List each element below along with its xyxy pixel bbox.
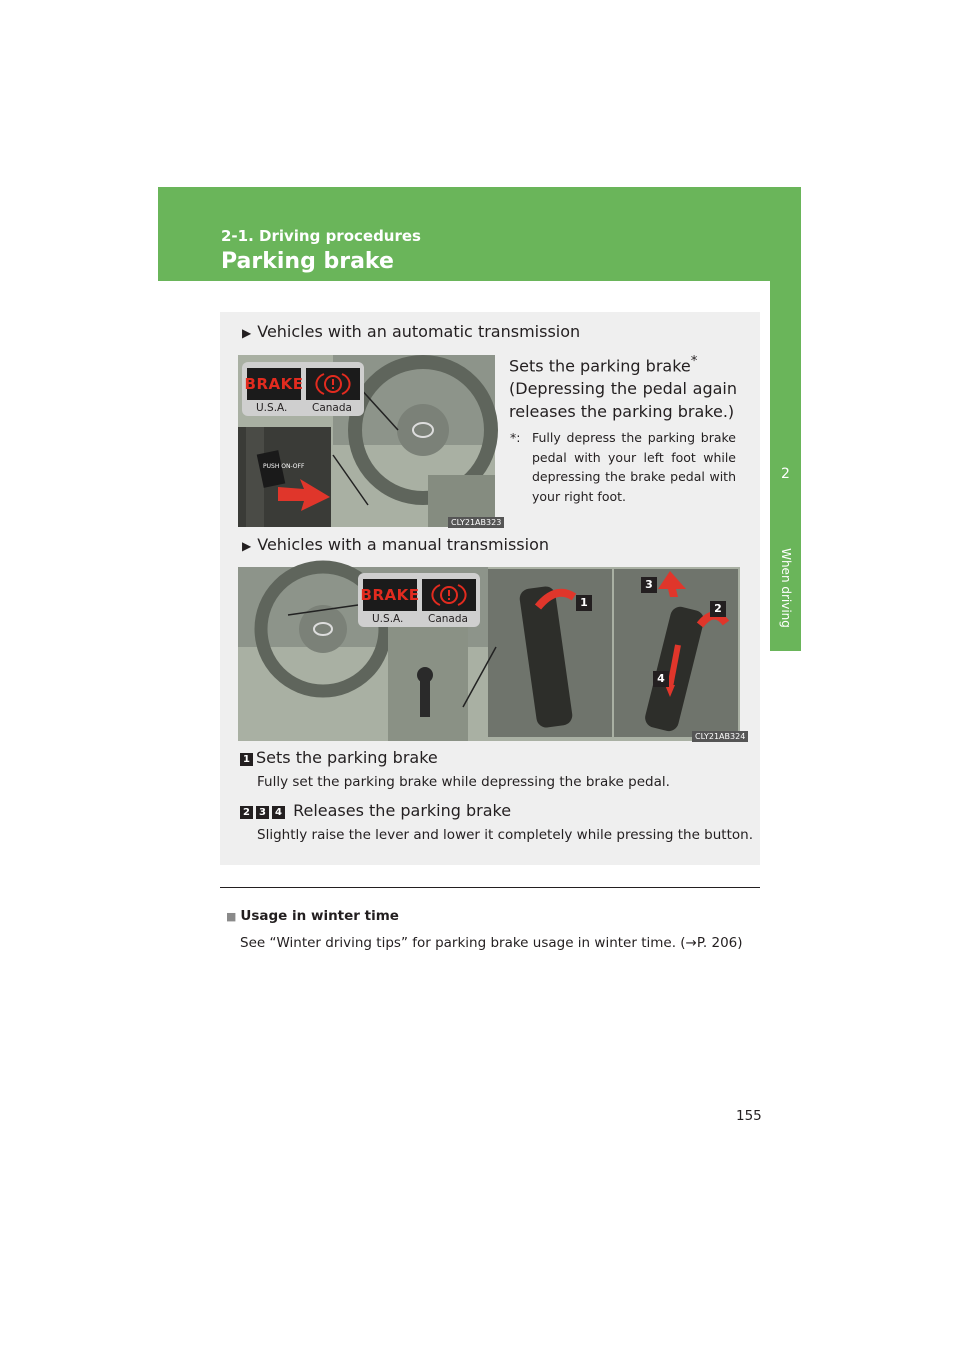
- page-number: 155: [736, 1108, 762, 1124]
- automatic-description: [509, 350, 737, 423]
- bullet-triangle-icon: ▶: [242, 326, 252, 340]
- pedal-inset: [238, 427, 331, 527]
- step-badge-1: 1: [240, 753, 253, 766]
- callout-2: 2: [710, 601, 726, 617]
- automatic-indicator-box: [242, 362, 364, 416]
- footnote-marker: *:: [510, 430, 521, 445]
- bullet-triangle-icon: ▶: [242, 539, 252, 553]
- brake-indicator-text: BRAKE: [244, 375, 304, 393]
- side-tab-number: 2: [781, 466, 790, 482]
- section-title: 2-1. Driving procedures: [221, 227, 421, 245]
- indicator-canada-label: Canada: [428, 613, 468, 625]
- step-badge-4: 4: [272, 806, 285, 819]
- pedal-inset-illustration: [238, 427, 331, 527]
- automatic-footnote: [510, 428, 738, 506]
- brake-indicator-text: BRAKE: [360, 586, 420, 604]
- brake-warning-canada-icon: [422, 579, 476, 611]
- depress-again-text: (Depressing the pedal again releases the parking brake.): [509, 379, 737, 422]
- pedal-label: PUSH ON-OFF: [263, 463, 305, 470]
- callout-1: 1: [576, 595, 592, 611]
- usage-text: See “Winter driving tips” for parking brake usage in winter time. (→P. 206): [240, 935, 743, 951]
- indicator-usa-label: U.S.A.: [372, 613, 404, 625]
- usage-title-text: Usage in winter time: [240, 908, 399, 924]
- step-1-title: [240, 748, 438, 767]
- page-title: Parking brake: [221, 249, 394, 274]
- manual-indicator-box: [358, 573, 480, 627]
- sets-parking-brake-text: Sets the parking brake: [509, 356, 691, 376]
- automatic-figure: [238, 355, 502, 527]
- brake-warning-icon: [318, 371, 348, 397]
- square-bullet-icon: ■: [226, 910, 237, 923]
- step-badge-3: 3: [256, 806, 269, 819]
- step-2-title-text: Releases the parking brake: [293, 801, 512, 820]
- callout-4: 4: [653, 671, 669, 687]
- step-1-title-text: Sets the parking brake: [256, 748, 438, 767]
- brake-warning-icon: [434, 582, 464, 608]
- indicator-usa-label: U.S.A.: [256, 402, 288, 414]
- step-2-title: [240, 801, 511, 820]
- step-1-detail: Fully set the parking brake while depressing the brake pedal.: [257, 774, 670, 790]
- manual-heading: [242, 535, 549, 554]
- manual-figure: [238, 567, 746, 741]
- callout-3: 3: [641, 577, 657, 593]
- automatic-heading-text: Vehicles with an automatic transmission: [257, 322, 581, 341]
- figure-code: CLY21AB324: [692, 731, 748, 742]
- manual-cockpit-illustration: [238, 567, 740, 741]
- manual-heading-text: Vehicles with a manual transmission: [257, 535, 550, 554]
- footnote-text: Fully depress the parking brake pedal with your left foot while depressing the brake pedal with your right foot.: [532, 430, 736, 504]
- brake-indicator-usa: [360, 579, 420, 611]
- brake-warning-canada-icon: [306, 368, 360, 400]
- automatic-heading: [242, 322, 580, 341]
- side-tab-label: When driving: [778, 548, 793, 628]
- brake-indicator-usa: [244, 368, 304, 400]
- side-tab-label-wrap: [770, 538, 801, 638]
- section-divider: [220, 887, 760, 888]
- step-badge-2: 2: [240, 806, 253, 819]
- footnote-star: *: [690, 354, 698, 369]
- usage-title: [226, 908, 399, 924]
- step-2-detail: Slightly raise the lever and lower it completely while pressing the button.: [257, 827, 753, 843]
- indicator-canada-label: Canada: [312, 402, 352, 414]
- figure-code: CLY21AB323: [448, 517, 504, 528]
